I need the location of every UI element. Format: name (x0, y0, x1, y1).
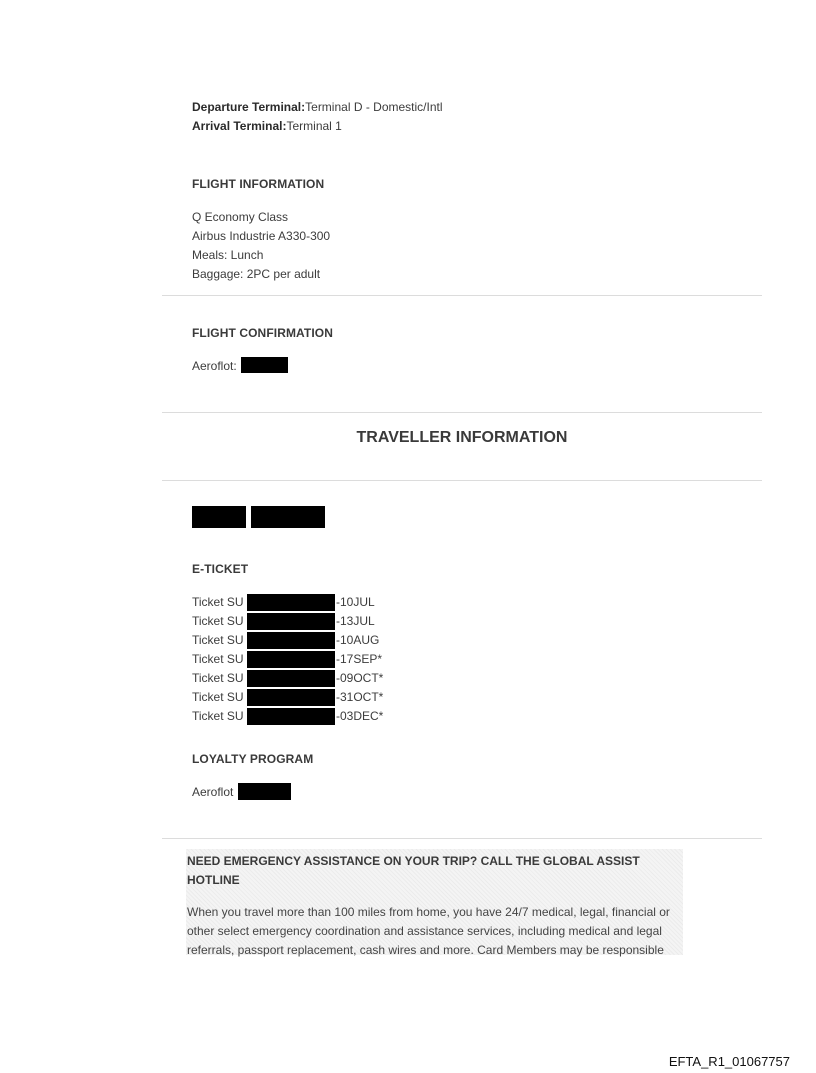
ticket-number-redaction (247, 632, 335, 649)
emergency-body-line: referrals, passport replacement, cash wires and more. Card Members may be responsible (187, 943, 664, 957)
ticket-number-redaction (247, 651, 335, 668)
ticket-row (192, 669, 384, 688)
ticket-suffix: -17SEP* (336, 652, 383, 666)
arrival-terminal-value: Terminal 1 (286, 119, 342, 133)
ticket-prefix: Ticket SU (192, 652, 244, 666)
ticket-row (192, 612, 375, 631)
ticket-suffix: -10JUL (336, 595, 375, 609)
divider (162, 480, 762, 481)
departure-terminal-label: Departure Terminal: (192, 100, 306, 114)
fare-class: Q Economy Class (192, 210, 289, 224)
emergency-body-line: other select emergency coordination and assistance services, including medical and legal (187, 924, 662, 938)
flight-confirmation-heading: FLIGHT CONFIRMATION (192, 326, 333, 340)
ticket-number-redaction (247, 670, 335, 687)
divider (162, 838, 762, 839)
traveller-last-name-redaction (251, 506, 325, 528)
ticket-row (192, 631, 380, 650)
ticket-prefix: Ticket SU (192, 671, 244, 685)
arrival-terminal-label: Arrival Terminal: (192, 119, 287, 133)
traveller-information-heading: TRAVELLER INFORMATION (356, 429, 568, 446)
ticket-suffix: -10AUG (336, 633, 380, 647)
ticket-prefix: Ticket SU (192, 709, 244, 723)
emergency-assistance-body (187, 903, 687, 960)
loyalty-program-heading: LOYALTY PROGRAM (192, 752, 314, 766)
meals-info: Meals: Lunch (192, 248, 264, 262)
ticket-prefix: Ticket SU (192, 633, 244, 647)
ticket-suffix: -09OCT* (336, 671, 384, 685)
confirmation-code-redaction (241, 357, 288, 373)
ticket-suffix: -03DEC* (336, 709, 384, 723)
eticket-heading: E-TICKET (192, 562, 249, 576)
ticket-row (192, 688, 384, 707)
ticket-suffix: -13JUL (336, 614, 375, 628)
divider (162, 412, 762, 413)
ticket-row (192, 707, 384, 726)
ticket-number-redaction (247, 689, 335, 706)
ticket-prefix: Ticket SU (192, 690, 244, 704)
ticket-row (192, 593, 375, 612)
emergency-assistance-box (186, 849, 683, 955)
emergency-assistance-title: NEED EMERGENCY ASSISTANCE ON YOUR TRIP? CALL THE GLOBAL ASSIST HOTLINE (187, 854, 640, 887)
ticket-number-redaction (247, 613, 335, 630)
aircraft-type: Airbus Industrie A330-300 (192, 229, 331, 243)
departure-terminal-value: Terminal D - Domestic/Intl (305, 100, 443, 114)
ticket-number-redaction (247, 708, 335, 725)
emergency-body-line: When you travel more than 100 miles from home, you have 24/7 medical, legal, financial or (187, 905, 670, 919)
ticket-prefix: Ticket SU (192, 595, 244, 609)
ticket-row (192, 650, 383, 669)
departure-terminal-line (192, 98, 443, 117)
loyalty-number-redaction (238, 783, 291, 800)
confirmation-airline-label: Aeroflot: (192, 359, 237, 373)
traveller-first-name-redaction (192, 506, 246, 528)
baggage-info: Baggage: 2PC per adult (192, 267, 321, 281)
divider (162, 295, 762, 296)
arrival-terminal-line (192, 117, 342, 136)
loyalty-airline-label: Aeroflot (192, 785, 234, 799)
ticket-number-redaction (247, 594, 335, 611)
ticket-suffix: -31OCT* (336, 690, 384, 704)
document-id: EFTA_R1_01067757 (668, 1054, 790, 1069)
flight-information-heading: FLIGHT INFORMATION (192, 177, 325, 191)
ticket-prefix: Ticket SU (192, 614, 244, 628)
